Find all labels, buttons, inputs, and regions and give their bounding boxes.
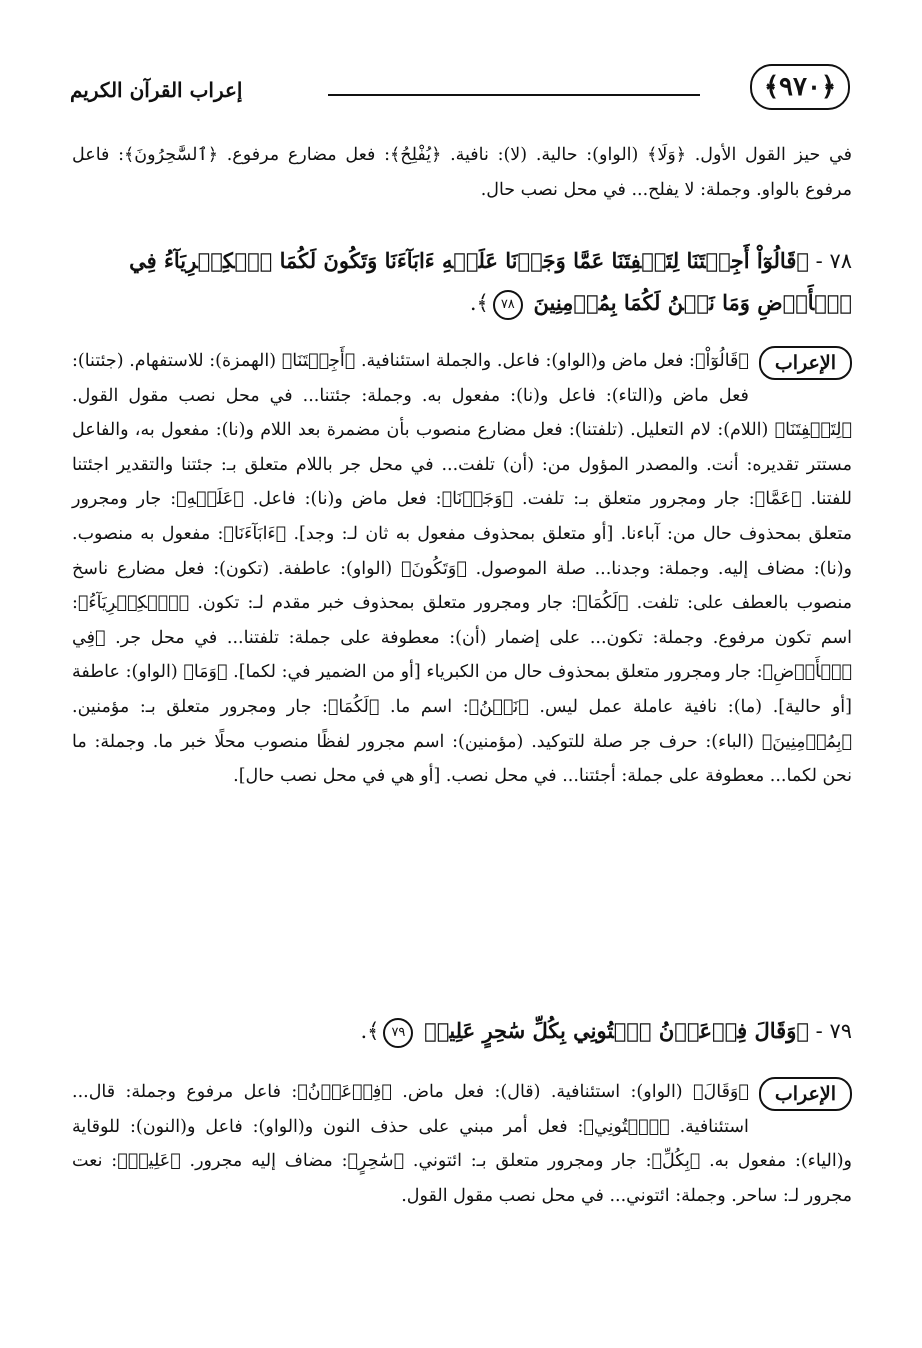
verse-text: ﴿وَقَالَ فِرۡعَوۡنُ ٱئۡتُونِي بِكُلِّ سَٰحِرٍ عَلِيمٖ — [424, 1018, 809, 1043]
verse-number: ٧٩ - — [815, 1019, 852, 1043]
irab-text: ﴿قَالُوٓاْ﴾: فعل ماض و(الواو): فاعل. والجملة استئنافية. ﴿أَجِئۡتَنَا﴾ (الهمزة): للاستفهام. (جئتنا): فعل ماض و(التاء): فاعل و(نا): مفعول به. وجملة: جئتنا... في محل نصب مقول القول. ﴿لِتَلۡفِتَنَا﴾ (اللام): لام التعليل. (تلفتنا): فعل مضارع منصوب بأن مضمرة بعد اللام و(نا): مفعول به، والفاعل مستتر تقديره: أنت. والمصدر المؤول من: (أن) تلفت... في محل جر باللام متعلق بـ: جئتنا والتقدير اجئتنا للفتنا. ﴿عَمَّا﴾: جار ومجرور متعلق بـ: تلفت. ﴿وَجَدۡنَا﴾: فعل ماض و(نا): فاعل. ﴿عَلَيۡهِ﴾: جار ومجرور متعلق بمحذوف حال من: آباءنا. [أو متعلق بمحذوف مفعول به ثان لـ: وجد]. ﴿ءَابَآءَنَا﴾: مفعول به منصوب. و(نا): مضاف إليه. وجملة: وجدنا... صلة الموصول. ﴿وَتَكُونَ﴾ (الواو): عاطفة. (تكون): فعل مضارع ناسخ منصوب بالعطف على: تلفت. ﴿لَكُمَا﴾: جار ومجرور متعلق بمحذوف خبر مقدم لـ: تكون. ﴿ٱلۡكِبۡرِيَآءُ﴾: اسم تكون مرفوع. وجملة: تكون... على إضمار (أن): معطوفة على جملة: تلفتنا... في محل جر. ﴿فِي ٱلۡأَرۡضِ﴾: جار ومجرور متعلق بمحذوف حال من الكبرياء [أو من الضمير في: لكما]. ﴿وَمَا﴾ (الواو): عاطفة [أو حالية]. (ما): نافية عاملة عمل ليس. ﴿نَحۡنُ﴾: اسم ما. ﴿لَكُمَا﴾: جار ومجرور متعلق بـ: مؤمنين. ﴿بِمُؤۡمِنِينَ﴾ (الباء): حرف جر صلة للتوكيد. (مؤمنين): اسم مجرور لفظًا منصوب محلًا خبر ما. وجملة: ما نحن لكما... معطوفة على جملة: أجئتنا... في محل نصب. [أو هي في محل نصب حال]. — [72, 351, 852, 787]
irab-section-79 — [72, 1075, 852, 1213]
verse-79 — [72, 1010, 852, 1052]
irab-label: الإعراب — [759, 1077, 852, 1111]
ayah-marker: ٧٨ — [493, 290, 523, 320]
irab-label: الإعراب — [759, 346, 852, 380]
verse-text: ﴿قَالُوٓاْ أَجِئۡتَنَا لِتَلۡفِتَنَا عَمَّا وَجَدۡنَا عَلَيۡهِ ءَابَآءَنَا وَتَكُونَ لَكُمَا ٱلۡكِبۡرِيَآءُ فِي ٱلۡأَرۡضِ وَمَا نَحۡنُ لَكُمَا بِمُؤۡمِنِينَ — [129, 248, 852, 315]
ayah-marker: ٧٩ — [383, 1018, 413, 1048]
page-number: ﴿٩٧٠﴾ — [750, 64, 850, 110]
header-rule — [328, 94, 700, 96]
verse-end: ﴾. — [469, 291, 489, 315]
paragraph-continuation: في حيز القول الأول. ﴿وَلَا﴾ (الواو): حالية. (لا): نافية. ﴿يُفْلِحُ﴾: فعل مضارع مرفوع. ﴿ٱلسَّٰحِرُونَ﴾: فاعل مرفوع بالواو. وجملة: لا يفلح... في محل نصب حال. — [72, 145, 852, 200]
verse-end: ﴾. — [360, 1019, 380, 1043]
book-title: إعراب القرآن الكريم — [70, 78, 243, 102]
verse-number: ٧٨ - — [815, 249, 852, 273]
page-header — [70, 64, 850, 114]
verse-78 — [72, 240, 852, 324]
irab-section-78 — [72, 344, 852, 794]
irab-text: ﴿وَقَالَ﴾ (الواو): استئنافية. (قال): فعل ماض. ﴿فِرۡعَوۡنُ﴾: فاعل مرفوع وجملة: قال... استئنافية. ﴿ٱئۡتُونِي﴾: فعل أمر مبني على حذف النون و(الواو): فاعل و(النون): للوقاية و(الياء): مفعول به. ﴿بِكُلِّ﴾: جار ومجرور متعلق بـ: ائتوني. ﴿سَٰحِرٍ﴾: مضاف إليه مجرور. ﴿عَلِيمٖ﴾: نعت مجرور لـ: ساحر. وجملة: ائتوني... في محل نصب مقول القول. — [72, 1082, 852, 1206]
